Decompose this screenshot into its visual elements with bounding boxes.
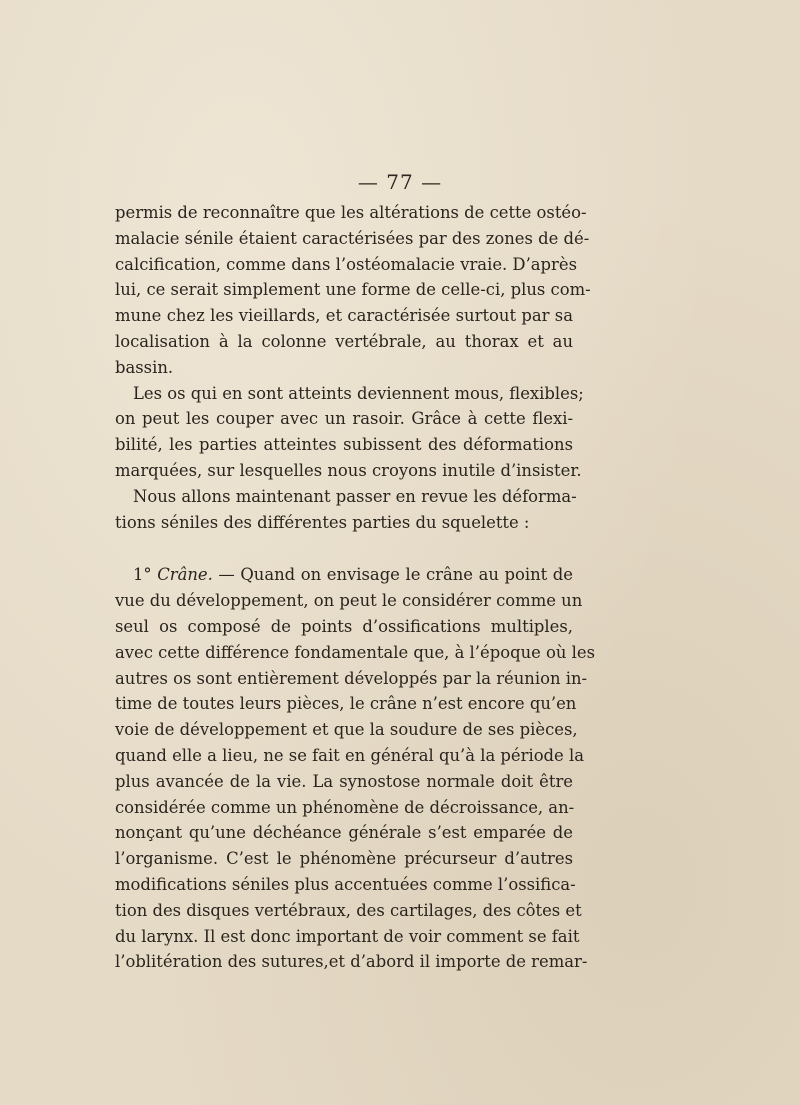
paragraph-1	[115, 200, 591, 381]
text-line: du larynx. Il est donc important de voir comment se fait	[115, 926, 580, 946]
section-title: Crâne.	[157, 565, 213, 585]
text-line: tion des disques vertébraux, des cartilages, des côtes et	[115, 900, 582, 920]
text-line: Les os qui en sont atteints deviennent mous, flexibles;	[133, 383, 584, 403]
text-line: on peut les couper avec un rasoir. Grâce à cette flexi-	[115, 409, 573, 429]
text-line: seul os composé de points d’ossifications multiples,	[115, 616, 573, 636]
text-line: voie de développement et que la soudure de ses pièces,	[115, 720, 578, 740]
text-line: autres os sont entièrement développés par la réunion in-	[115, 668, 588, 688]
text-line: considérée comme un phénomène de décroissance, an-	[115, 797, 575, 817]
page-number: — 77 —	[357, 170, 443, 194]
text-line: quand elle a lieu, ne se fait en général qu’à la période la	[115, 745, 584, 765]
text-line: time de toutes leurs pièces, le crâne n’est encore qu’en	[115, 694, 577, 714]
section-number: 1°	[133, 565, 152, 585]
text-line: malacie sénile étaient caractérisées par des zones de dé-	[115, 228, 590, 248]
text-line: marquées, sur lesquelles nous croyons inutile d’insister.	[115, 460, 582, 480]
paragraph-2	[115, 381, 584, 484]
text-line: plus avancée de la vie. La synostose normale doit être	[115, 771, 573, 791]
section-crane	[115, 562, 596, 975]
text-line: vue du développement, on peut le considérer comme un	[115, 591, 583, 611]
text-line: localisation à la colonne vertébrale, au thorax et au	[115, 331, 573, 351]
text-line-rest: — Quand on envisage le crâne au point de	[212, 565, 573, 585]
body-text	[115, 200, 596, 975]
text-line: mune chez les vieillards, et caractérisée surtout par sa	[115, 306, 573, 326]
section-heading-line	[115, 562, 573, 588]
section-gap	[115, 535, 573, 562]
text-line: lui, ce serait simplement une forme de celle-ci, plus com-	[115, 280, 591, 300]
paragraph-3	[115, 484, 577, 536]
text-line: calcification, comme dans l’ostéomalacie vraie. D’après	[115, 254, 577, 274]
text-line: modifications séniles plus accentuées comme l’ossifica-	[115, 874, 576, 894]
text-line: avec cette différence fondamentale que, à l’époque où les	[115, 642, 596, 662]
text-line: bassin.	[115, 357, 174, 377]
text-line: permis de reconnaître que les altérations de cette ostéo-	[115, 203, 587, 222]
text-line: l’oblitération des sutures,et d’abord il importe de remar-	[115, 952, 588, 972]
text-line: l’organisme. C’est le phénomène précurseur d’autres	[115, 849, 573, 869]
text-line: nonçant qu’une déchéance générale s’est emparée de	[115, 823, 573, 843]
text-line: tions séniles des différentes parties du squelette :	[115, 512, 530, 532]
text-line: Nous allons maintenant passer en revue les déforma-	[133, 486, 577, 506]
text-line: bilité, les parties atteintes subissent des déformations	[115, 435, 573, 455]
